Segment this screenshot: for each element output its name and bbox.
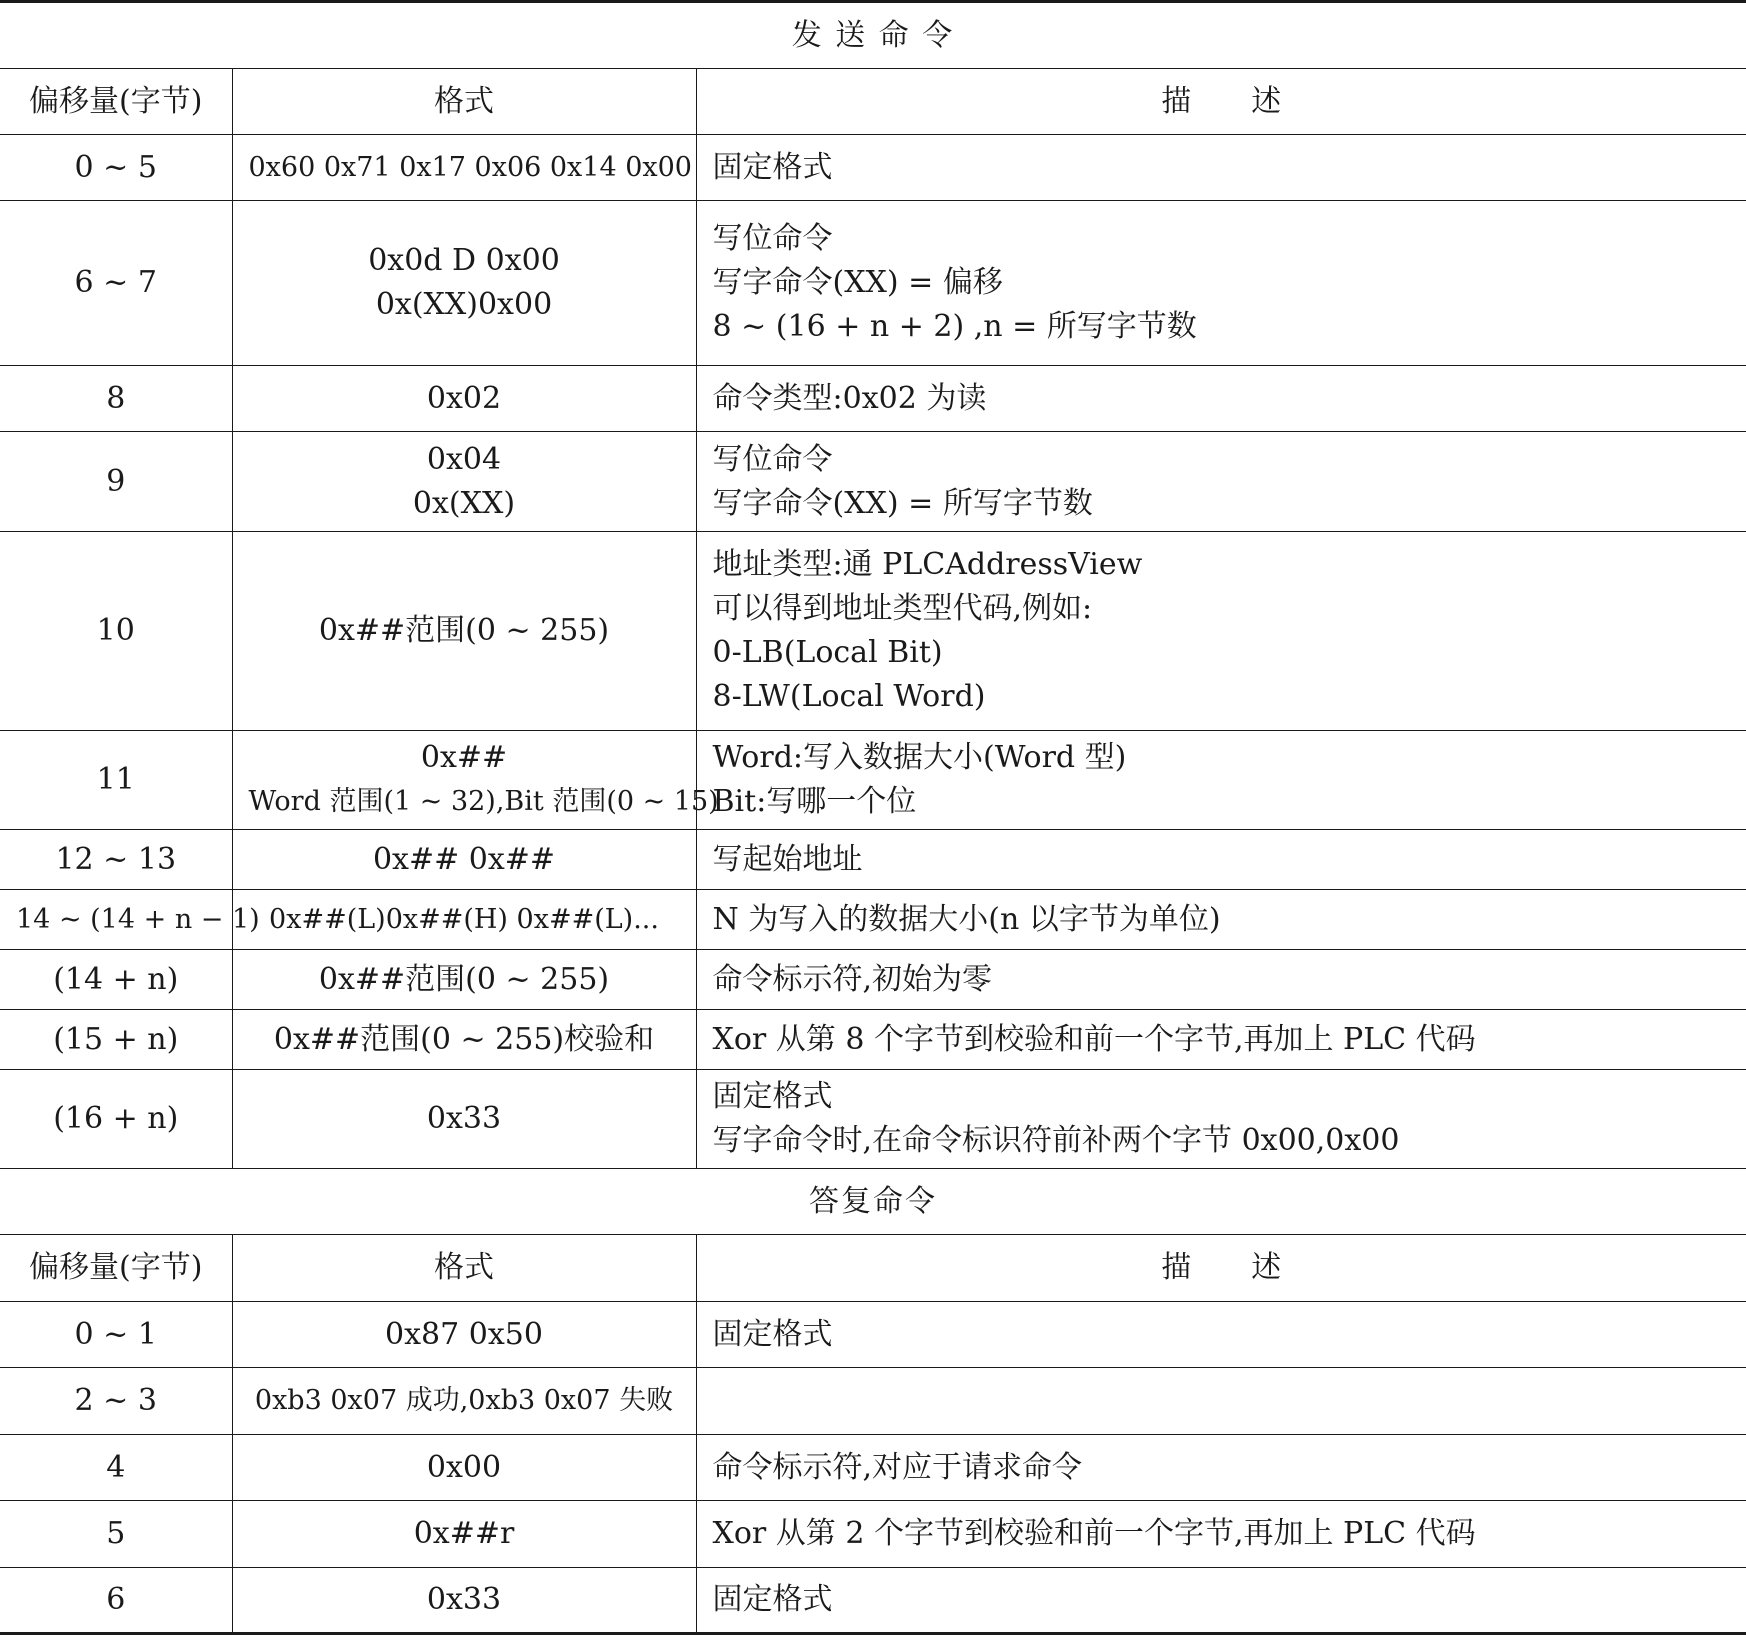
- description-line: 地址类型:通 PLCAddressView: [712, 547, 1143, 582]
- reply-table-row: [0, 1302, 1746, 1368]
- description-cell: [696, 135, 1746, 201]
- offset-cell: 5: [0, 1501, 232, 1568]
- reply-table-row: [0, 1368, 1746, 1435]
- format-line: 0x33: [426, 1101, 502, 1136]
- format-cell: [232, 201, 696, 366]
- send-table-row: [0, 950, 1746, 1010]
- send-header-offset: 偏移量(字节): [0, 69, 232, 135]
- offset-cell: 4: [0, 1435, 232, 1501]
- format-line: Word 范围(1 ~ 32),Bit 范围(0 ~ 15): [248, 786, 719, 817]
- description-line: 写字命令(XX) = 偏移: [712, 265, 1003, 300]
- description-line: 写字命令时,在命令标识符前补两个字节 0x00,0x00: [712, 1123, 1400, 1158]
- description-cell: [696, 432, 1746, 532]
- description-cell: [696, 830, 1746, 890]
- send-title-row: [0, 2, 1746, 69]
- format-line: 0x##: [420, 740, 508, 775]
- description-line: Word:写入数据大小(Word 型): [712, 740, 1127, 775]
- description-line: Xor 从第 2 个字节到校验和前一个字节,再加上 PLC 代码: [712, 1516, 1476, 1551]
- format-cell: [232, 890, 696, 950]
- format-line: 0x0d D 0x00: [368, 243, 560, 278]
- description-line: 固定格式: [712, 149, 833, 185]
- description-line: 写位命令: [712, 441, 833, 477]
- send-table-row: [0, 432, 1746, 532]
- reply-table-row: [0, 1435, 1746, 1501]
- offset-cell: (15 + n): [0, 1010, 232, 1070]
- description-line: 固定格式: [712, 1316, 833, 1352]
- description-line: 写位命令: [712, 221, 833, 256]
- format-cell: [232, 830, 696, 890]
- send-header-desc: 描 述: [696, 69, 1746, 135]
- offset-cell: 11: [0, 731, 232, 830]
- format-cell: [232, 1501, 696, 1568]
- send-section-title: 发 送 命 令: [0, 2, 1746, 69]
- send-table-row: [0, 366, 1746, 432]
- format-cell: [232, 1368, 696, 1435]
- offset-cell: 0 ~ 1: [0, 1302, 232, 1368]
- format-line: 0x00: [426, 1449, 502, 1485]
- description-line: 命令标示符,对应于请求命令: [712, 1449, 1083, 1485]
- description-cell: [696, 201, 1746, 366]
- description-cell: [696, 950, 1746, 1010]
- description-line: 可以得到地址类型代码,例如:: [712, 591, 1093, 626]
- offset-cell: 6 ~ 7: [0, 201, 232, 366]
- format-cell: [232, 1070, 696, 1169]
- format-cell: [232, 1010, 696, 1070]
- offset-cell: (16 + n): [0, 1070, 232, 1169]
- offset-cell: 8: [0, 366, 232, 432]
- format-cell: [232, 1568, 696, 1634]
- description-cell: [696, 731, 1746, 830]
- reply-title-row: [0, 1169, 1746, 1235]
- offset-cell: 12 ~ 13: [0, 830, 232, 890]
- format-line: 0x(XX)0x00: [375, 287, 553, 322]
- description-cell: [696, 1070, 1746, 1169]
- command-table-body: [0, 2, 1746, 1634]
- format-cell: [232, 432, 696, 532]
- reply-header-offset: 偏移量(字节): [0, 1235, 232, 1302]
- reply-header-format: 格式: [232, 1235, 696, 1302]
- format-cell: [232, 1435, 696, 1501]
- send-header-format: 格式: [232, 69, 696, 135]
- description-cell: [696, 1435, 1746, 1501]
- format-line: 0x33: [426, 1582, 502, 1617]
- description-line: 写起始地址: [712, 841, 863, 877]
- send-table-row: [0, 1070, 1746, 1169]
- description-cell: [696, 1568, 1746, 1634]
- reply-table-row: [0, 1568, 1746, 1634]
- format-line: 0x##范围(0 ~ 255): [318, 613, 610, 648]
- format-line: 0x##r: [413, 1516, 515, 1551]
- description-cell: [696, 532, 1746, 731]
- description-line: 固定格式: [712, 1079, 833, 1114]
- description-line: 固定格式: [712, 1582, 833, 1617]
- offset-cell: 10: [0, 532, 232, 731]
- description-cell: [696, 366, 1746, 432]
- offset-cell: 14 ~ (14 + n − 1): [0, 890, 232, 950]
- format-cell: [232, 1302, 696, 1368]
- format-line: 0x02: [426, 380, 502, 416]
- format-line: 0x## 0x##: [372, 841, 556, 877]
- reply-table-row: [0, 1501, 1746, 1568]
- send-table-row: [0, 890, 1746, 950]
- reply-header-desc: 描 述: [696, 1235, 1746, 1302]
- format-cell: [232, 532, 696, 731]
- reply-section-title: 答复命令: [0, 1169, 1746, 1235]
- send-table-row: [0, 135, 1746, 201]
- description-cell: [696, 1302, 1746, 1368]
- format-line: 0x##范围(0 ~ 255)校验和: [273, 1021, 655, 1057]
- description-line: 写字命令(XX) = 所写字节数: [712, 485, 1093, 521]
- format-line: 0x87 0x50: [385, 1316, 543, 1352]
- description-line: 命令类型:0x02 为读: [712, 380, 987, 416]
- format-line: 0x60 0x71 0x17 0x06 0x14 0x00: [248, 151, 692, 183]
- format-line: 0x04: [426, 441, 502, 477]
- description-cell: [696, 1368, 1746, 1435]
- format-line: 0xb3 0x07 成功,0xb3 0x07 失败: [254, 1385, 674, 1416]
- send-table-row: [0, 201, 1746, 366]
- format-cell: [232, 135, 696, 201]
- description-cell: [696, 1010, 1746, 1070]
- reply-header-row: [0, 1235, 1746, 1302]
- description-line: 0-LB(Local Bit): [712, 635, 943, 670]
- description-line: 8 ~ (16 + n + 2) ,n = 所写字节数: [712, 309, 1197, 344]
- offset-cell: 9: [0, 432, 232, 532]
- send-header-row: [0, 69, 1746, 135]
- format-line: 0x##范围(0 ~ 255): [318, 961, 610, 997]
- offset-cell: 6: [0, 1568, 232, 1634]
- description-cell: [696, 890, 1746, 950]
- send-table-row: [0, 731, 1746, 830]
- description-line: 命令标示符,初始为零: [712, 961, 993, 997]
- description-line: N 为写入的数据大小(n 以字节为单位): [712, 901, 1221, 937]
- offset-cell: (14 + n): [0, 950, 232, 1010]
- offset-cell: 0 ~ 5: [0, 135, 232, 201]
- format-line: 0x##(L)0x##(H) 0x##(L)...: [269, 903, 659, 935]
- description-line: 8-LW(Local Word): [712, 679, 986, 714]
- format-cell: [232, 950, 696, 1010]
- format-cell: [232, 366, 696, 432]
- description-line: Bit:写哪一个位: [712, 784, 917, 819]
- format-cell: [232, 731, 719, 830]
- description-cell: [696, 1501, 1746, 1568]
- description-line: Xor 从第 8 个字节到校验和前一个字节,再加上 PLC 代码: [712, 1021, 1476, 1057]
- send-table-row: [0, 830, 1746, 890]
- offset-cell: 2 ~ 3: [0, 1368, 232, 1435]
- send-table-row: [0, 1010, 1746, 1070]
- send-table-row: [0, 532, 1746, 731]
- format-line: 0x(XX): [412, 485, 516, 521]
